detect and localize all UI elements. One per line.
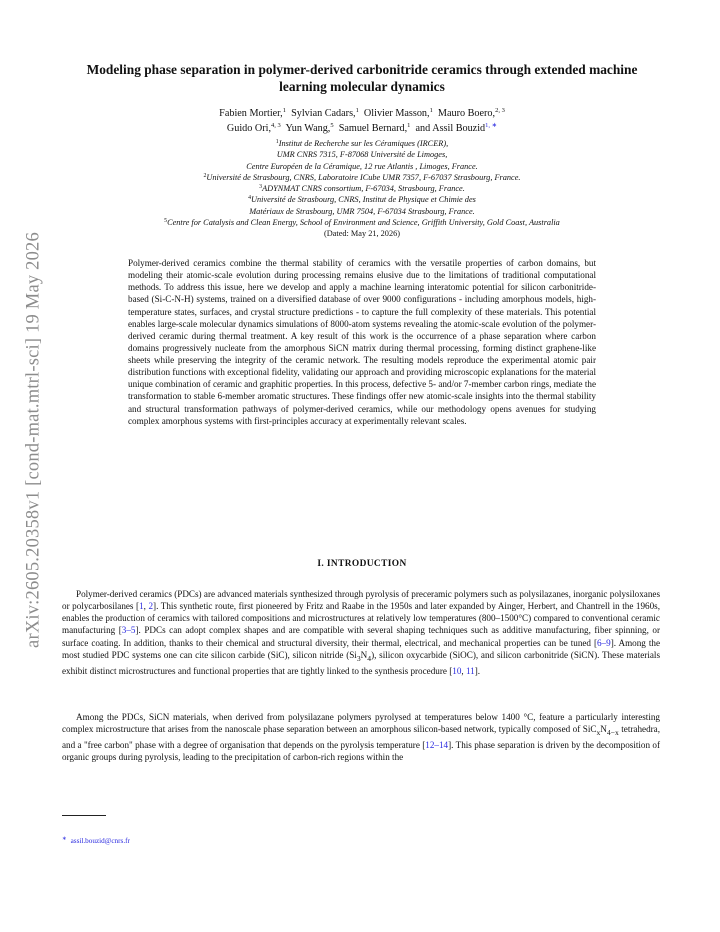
author: Mauro Boero,: [437, 108, 496, 119]
author-affil-mark: 2, 3: [495, 107, 505, 114]
text-run: ]. Among the most studied PDC systems one can cite silicon carbide (SiC), silicon nitride (Si: [62, 637, 660, 660]
citation-link[interactable]: 11: [465, 665, 475, 676]
author: Guido Ori,: [226, 123, 272, 134]
footnote-mark: ∗: [62, 836, 67, 842]
text-run: ,: [143, 601, 149, 612]
author: Fabien Mortier,: [219, 108, 283, 119]
author-line-1: [70, 106, 654, 121]
affil-number: 2: [203, 172, 207, 179]
citation-link[interactable]: 12–14: [425, 740, 449, 751]
affiliation-list: [40, 138, 684, 240]
author: Samuel Bernard,: [338, 123, 408, 134]
text-run: ]. PDCs can adopt complex shapes and are compatible with several shaping techniques such as additive manufacturing, fiber spinning, or surface coating. In addition, thanks to their chemical and structural diversity, their thermal, electrical, and mechanical properties can be tuned [: [62, 625, 660, 648]
citation-link[interactable]: 3–5: [121, 625, 136, 636]
author: Olivier Masson,: [363, 108, 430, 119]
affiliation-line: [40, 161, 684, 172]
author-affil-mark: 1: [282, 107, 286, 114]
author: Yun Wang,: [285, 123, 331, 134]
affiliation-line: [40, 206, 684, 217]
author-affil-mark: 1: [355, 107, 359, 114]
affil-text: Centre for Catalysis and Clean Energy, School of Environment and Science, Griffith University, Gold Coast, Australia: [167, 218, 560, 228]
date-line: (Dated: May 21, 2026): [323, 229, 401, 239]
author-affil-mark: 1: [429, 107, 433, 114]
corresponding-author-mark[interactable]: 1, ∗: [485, 122, 498, 129]
text-run: N: [360, 649, 368, 660]
subscript: x: [596, 727, 601, 737]
text-run: Polymer-derived ceramics (PDCs) are advanced materials synthesized through pyrolysis of preceramic polymers such as polysilazanes, inorganic polysiloxanes or polycarbosilanes [: [62, 589, 660, 612]
text-run: ].: [474, 665, 481, 676]
arxiv-identifier: arXiv:2605.20358v1 [cond-mat.mtrl-sci] 19 May 2026: [23, 232, 44, 648]
affil-number: 1: [275, 139, 279, 145]
body-paragraph: [62, 711, 660, 763]
body-paragraph: [62, 588, 660, 677]
affil-text: Université de Strasbourg, CNRS, Institut de Physique et Chimie des: [251, 195, 476, 205]
citation-link[interactable]: 1: [139, 601, 144, 612]
footnote: [62, 836, 130, 845]
affil-number: 3: [259, 184, 263, 191]
affiliation-line: [40, 194, 684, 205]
affil-number: 5: [164, 218, 168, 225]
affiliation-line: [40, 183, 684, 194]
author: Sylvian Cadars,: [291, 108, 356, 119]
citation-link[interactable]: 6–9: [597, 637, 611, 648]
affil-text: ADYNMAT CNRS consortium, F-67034, Strasbourg, France.: [262, 184, 465, 194]
section-heading: I. INTRODUCTION: [317, 559, 407, 569]
affiliation-line: [40, 149, 684, 160]
author-affil-mark: 1: [407, 122, 411, 129]
author: and Assil Bouzid: [415, 123, 486, 134]
affil-text: Matériaux de Strasbourg, UMR 7504, F-67034 Strasbourg, France.: [249, 206, 475, 216]
text-run: N: [600, 724, 607, 735]
author-list: [70, 106, 654, 136]
text-run: ), silicon oxycarbide (SiOC), and silicon carbonitride (SiCN). These materials exhibit distinct microstructures and functional properties that are tightly linked to the synthesis procedure [: [62, 649, 660, 676]
abstract: Polymer-derived ceramics combine the thermal stability of ceramics with the versatile properties of carbon domains, but modeling their atomic-scale evolution during processing remains elusive due to the limitations of traditional computational methods. To address this issue, here we develop and apply a machine learning interatomic potential for silicon carbonitride-based (Si-C-N-H) systems, trained on a diversified database of over 9000 configurations - including amorphous models, high-temperature states, surfaces, and crystal structure predictions - to capture the full complexity of these materials. This potential enables large-scale molecular dynamics simulations of 8000-atom systems revealing the atomic-scale evolution of the polymer-derived ceramic during thermal treatment. A key result of this work is the occurrence of a phase separation where carbon domains progressively nucleate from the amorphous SiCN matrix during thermal processing, forming distinct graphene-like sheets while preserving the integrity of the ceramic network. The resulting models reproduce the experimental atomic pair distribution functions with exceptional fidelity, validating our approach and providing microscopic explanations for the material unique combination of ceramic and graphitic properties. In this process, defective 5- and/or 7-member carbon rings, mediate the transformation to stable 6-member aromatic structures. These findings offer new atomic-scale insights into the thermal stability and structural transformation pathways of polymer-derived ceramics, while our methodology opens avenues for studying complex amorphous systems with first-principles accuracy at experimentally relevant scales.: [128, 258, 596, 426]
text-run: ]. This synthetic route, first pioneered by Fritz and Raabe in the 1950s and later expanded by Ainger, Herbert, and Chantrell in the 1960s, enables the production of ceramics with tailored compositions and microstructures at relatively low temperatures (800–1500°C) compared to conventional ceramic manufacturing [: [62, 601, 661, 636]
author-line-2: [70, 121, 654, 136]
citation-link[interactable]: 2: [148, 601, 154, 612]
subscript: 4−x: [606, 727, 619, 737]
affiliation-line: [40, 217, 684, 228]
subscript: 4: [367, 653, 372, 663]
footnote-rule: [62, 815, 106, 816]
paper-title: Modeling phase separation in polymer-derived carbonitride ceramics through extended machine learning molecular dynamics: [86, 62, 638, 94]
affil-number: 4: [248, 195, 252, 202]
affiliation-line: [40, 172, 684, 183]
text-run: tetrahedra, and a "free carbon" phase with a degree of organisation that depends on the pyrolysis temperature [: [62, 724, 660, 751]
corresponding-email-link[interactable]: assil.bouzid@cnrs.fr: [70, 837, 130, 845]
affil-text: Institut de Recherche sur les Céramiques (IRCER),: [278, 139, 449, 148]
citation-link[interactable]: 10: [452, 665, 462, 676]
author-affil-mark: 4, 3: [271, 122, 281, 129]
arxiv-side-label: [14, 205, 54, 675]
subscript: 3: [356, 653, 361, 663]
affiliation-line: [40, 138, 684, 149]
affil-text: Université de Strasbourg, CNRS, Laboratoire ICube UMR 7357, F-67037 Strasbourg, France.: [206, 172, 521, 182]
text-run: ,: [461, 665, 466, 676]
text-run: ]. This phase separation is driven by the decomposition of organic groups during pyrolysis, leading to the precipitation of carbon-rich regions within the: [62, 740, 661, 763]
text-run: Among the PDCs, SiCN materials, when derived from polysilazane polymers pyrolysed at temperatures below 1400 °C, feature a particularly interesting complex microstructure that arises from the nanoscale phase separation between an amorphous silicon-based network, typically composed of SiC: [62, 712, 660, 735]
affil-text: Centre Européen de la Céramique, 12 rue Atlantis , Limoges, France.: [246, 161, 478, 171]
author-affil-mark: 5: [330, 122, 334, 129]
affil-text: UMR CNRS 7315, F-87068 Université de Limoges,: [276, 150, 448, 160]
